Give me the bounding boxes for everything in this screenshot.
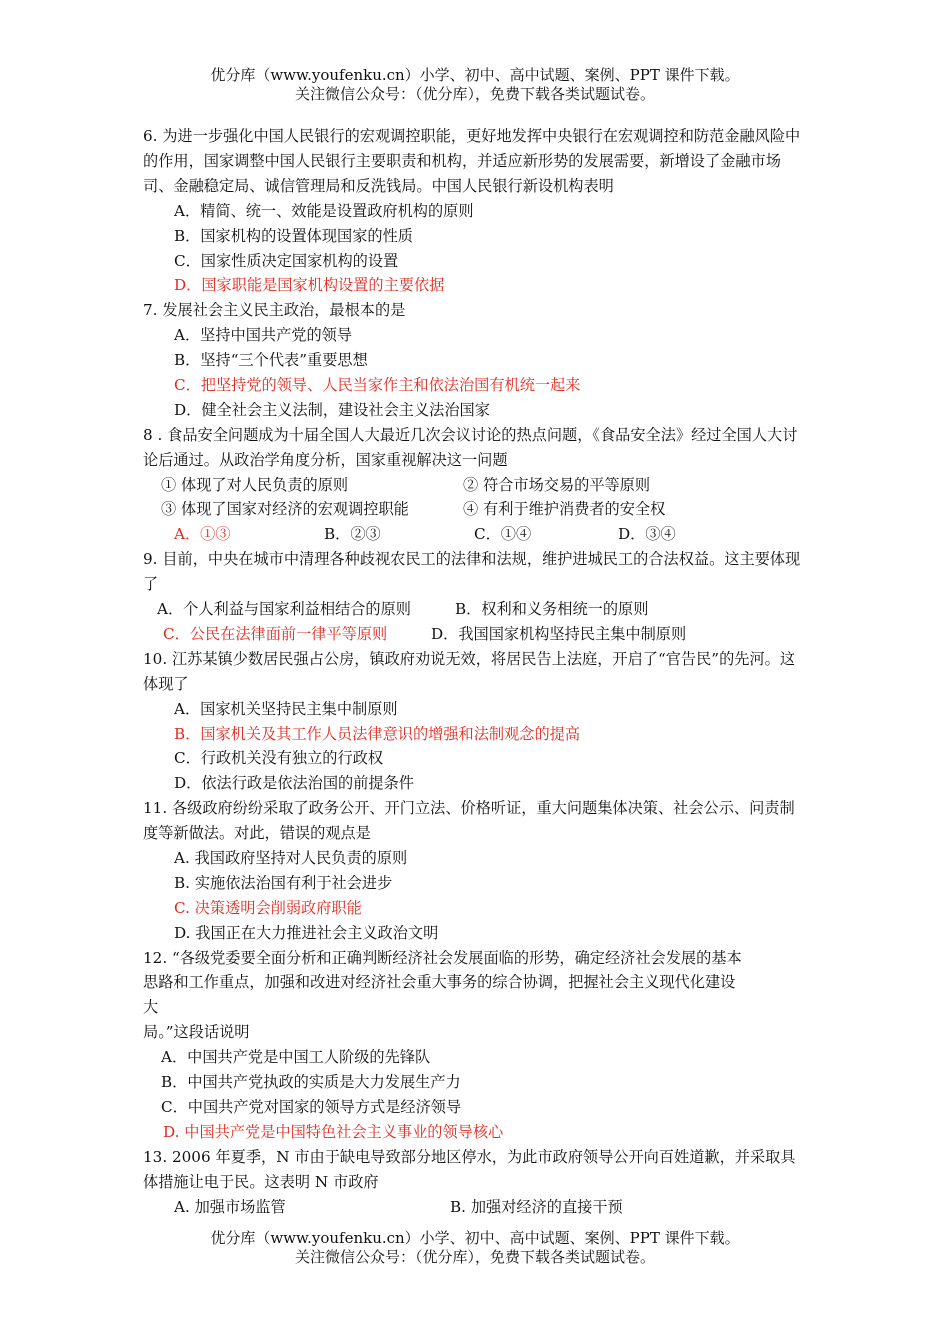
question-stem: 10. 江苏某镇少数居民强占公房，镇政府劝说无效，将居民告上法庭，开启了“官告民”的先河。这体现了 (143, 649, 796, 693)
header-line-1: 优分库（www.youfenku.cn）小学、初中、高中试题、案例、PPT 课件下载。 (210, 66, 740, 84)
statement-1: ① 体现了对人民负责的原则 (161, 475, 349, 494)
question-stem-line-2: 思路和工作重点，加强和改进对经济社会重大事务的综合协调，把握社会主义现代化建设 (143, 973, 736, 992)
question-stem-line-3: 大 (143, 998, 159, 1017)
option-c-answer: C．把坚持党的领导、人民当家作主和依法治国有机统一起来 (174, 375, 581, 394)
option-a: A．中国共产党是中国工人阶级的先锋队 (161, 1048, 431, 1067)
option-d: D．我国国家机构坚持民主集中制原则 (431, 624, 687, 643)
question-stem: 6. 为进一步强化中国人民银行的宏观调控职能，更好地发挥中央银行在宏观调控和防范金融风险中的作用，国家调整中国人民银行主要职责和机构，并适应新形势的发展需要，新增设了金融市场司、金融稳定局、诚信管理局和反洗钱局。中国人民银行新设机构表明 (143, 127, 801, 195)
option-a-answer: A．①③ (174, 525, 231, 544)
question-7 (143, 298, 808, 422)
question-10 (143, 647, 808, 796)
statement-4: ④ 有利于维护消费者的安全权 (463, 500, 666, 519)
option-b: B．中国共产党执政的实质是大力发展生产力 (161, 1073, 461, 1092)
option-a: A．个人利益与国家利益相结合的原则 (157, 600, 411, 619)
option-c-answer: C. 决策透明会削弱政府职能 (174, 898, 362, 917)
option-d-answer: D．国家职能是国家机构设置的主要依据 (174, 276, 445, 295)
option-b-answer: B．国家机关及其工作人员法律意识的增强和法制观念的提高 (174, 724, 581, 743)
page-header (0, 66, 950, 104)
option-b: B．坚持“三个代表”重要思想 (174, 351, 368, 370)
option-b: B．②③ (324, 525, 381, 544)
option-c: C．国家性质决定国家机构的设置 (174, 251, 399, 270)
question-stem-line-1: 12. “各级党委要全面分析和正确判断经济社会发展面临的形势，确定经济社会发展的基本 (143, 948, 742, 967)
question-13 (143, 1145, 808, 1220)
question-stem-line-4: 局。”这段话说明 (143, 1023, 250, 1042)
option-b: B．国家机构的设置体现国家的性质 (174, 226, 413, 245)
option-c: C．中国共产党对国家的领导方式是经济领导 (161, 1097, 462, 1116)
question-8 (143, 423, 808, 547)
header-line-2: 关注微信公众号：（优分库），免费下载各类试题试卷。 (294, 85, 655, 103)
option-d: D．③④ (618, 525, 676, 544)
question-stem: 8 . 食品安全问题成为十届全国人大最近几次会议讨论的热点问题，《食品安全法》经过全国人大讨论后通过。从政治学角度分析，国家重视解决这一问题 (143, 425, 798, 469)
option-c: C．行政机关没有独立的行政权 (174, 749, 384, 768)
question-stem: 9. 目前，中央在城市中清理各种歧视农民工的法律和法规，维护进城民工的合法权益。这主要体现了 (143, 550, 801, 594)
option-row-2 (143, 622, 808, 647)
option-c-answer: C．公民在法律面前一律平等原则 (163, 624, 388, 643)
option-d: D．依法行政是依法治国的前提条件 (174, 774, 414, 793)
option-c: C．①④ (474, 525, 532, 544)
option-a: A．坚持中国共产党的领导 (174, 326, 353, 345)
footer-line-2: 关注微信公众号：（优分库），免费下载各类试题试卷。 (294, 1248, 655, 1266)
option-a: A．国家机关坚持民主集中制原则 (174, 699, 398, 718)
option-row (143, 522, 808, 547)
option-d-answer: D. 中国共产党是中国特色社会主义事业的领导核心 (163, 1122, 504, 1141)
option-b: B．权利和义务相统一的原则 (455, 600, 649, 619)
question-12 (143, 946, 808, 1145)
question-stem: 11. 各级政府纷纷采取了政务公开、开门立法、价格听证，重大问题集体决策、社会公示、问责制度等新做法。对此，错误的观点是 (143, 799, 795, 843)
page-footer (0, 1229, 950, 1267)
question-11 (143, 796, 808, 945)
question-stem: 13. 2006 年夏季，N 市由于缺电导致部分地区停水，为此市政府领导公开向百姓道歉，并采取具体措施让电于民。这表明 N 市政府 (143, 1147, 796, 1191)
option-row (143, 1195, 808, 1220)
option-d: D. 我国正在大力推进社会主义政治文明 (174, 923, 439, 942)
option-a: A．精简、统一、效能是设置政府机构的原则 (174, 201, 474, 220)
statement-3: ③ 体现了国家对经济的宏观调控职能 (161, 500, 409, 519)
footer-line-1: 优分库（www.youfenku.cn）小学、初中、高中试题、案例、PPT 课件下载。 (210, 1229, 740, 1247)
question-6 (143, 124, 808, 298)
question-list (143, 124, 808, 1219)
statement-2: ② 符合市场交易的平等原则 (463, 475, 651, 494)
question-stem: 7. 发展社会主义民主政治，最根本的是 (143, 301, 406, 320)
option-b: B. 加强对经济的直接干预 (450, 1197, 623, 1216)
option-b: B. 实施依法治国有利于社会进步 (174, 873, 393, 892)
option-d: D．健全社会主义法制，建设社会主义法治国家 (174, 400, 490, 419)
question-9 (143, 547, 808, 647)
statement-row-2 (143, 497, 808, 522)
option-row-1 (143, 597, 808, 622)
option-a: A. 加强市场监管 (174, 1197, 286, 1216)
option-a: A. 我国政府坚持对人民负责的原则 (174, 849, 408, 867)
statement-row-1 (143, 473, 808, 498)
